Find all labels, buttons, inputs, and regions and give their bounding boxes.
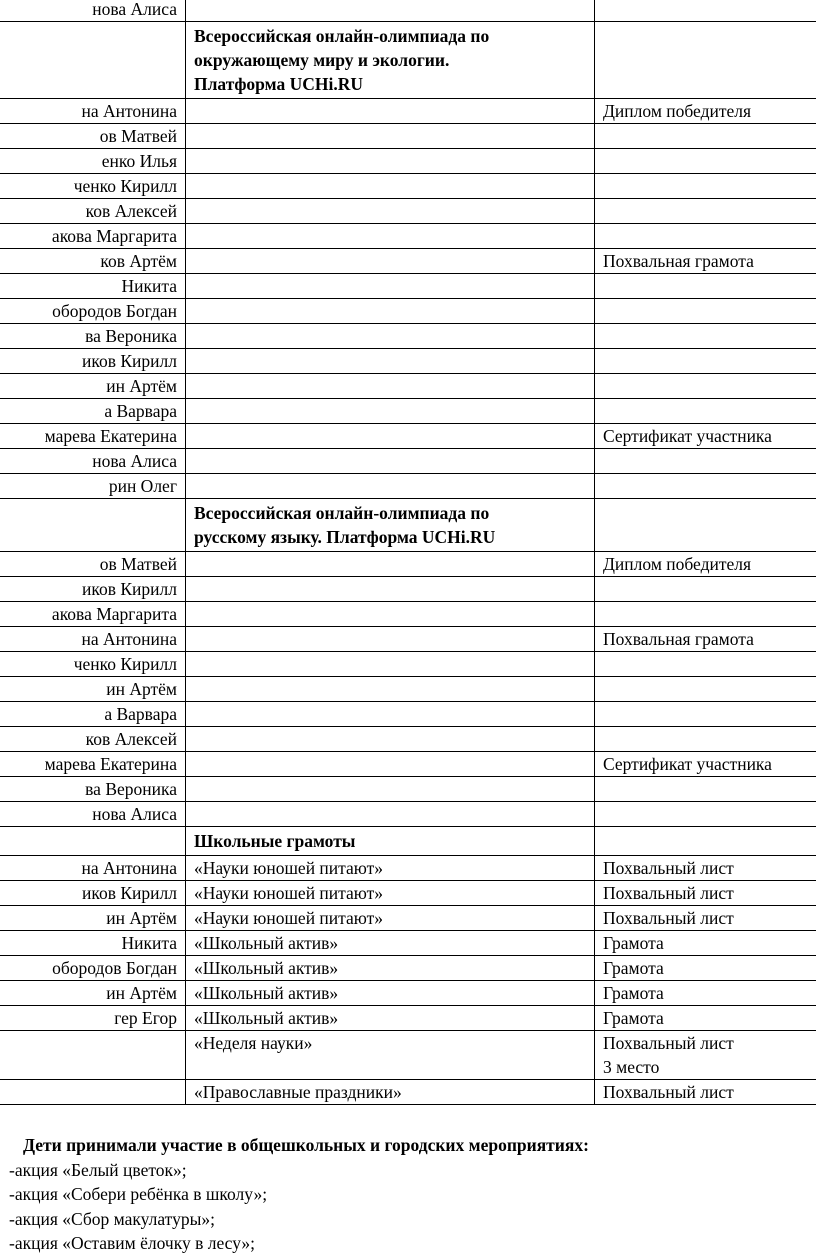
student-name-cell [0, 249, 186, 274]
student-name-cell [0, 499, 186, 552]
event-cell [186, 552, 595, 577]
student-name: акова Маргарита [51, 226, 177, 246]
table-row [0, 802, 816, 827]
table-row [0, 727, 816, 752]
student-name: на Антонина [81, 101, 177, 121]
student-name: ков Алексей [85, 729, 177, 749]
student-name: нова Алиса [92, 0, 177, 19]
student-name-cell [0, 349, 186, 374]
result-cell [595, 802, 816, 827]
event-cell: «Школьный актив» [186, 981, 595, 1006]
student-name-cell [0, 906, 186, 931]
table-row [0, 124, 816, 149]
table-row [0, 199, 816, 224]
event-cell [186, 652, 595, 677]
result-cell [595, 1031, 816, 1080]
result-cell: Похвальный лист [595, 1080, 816, 1105]
student-name: марева Екатерина [44, 426, 177, 446]
event-cell: «Науки юношей питают» [186, 881, 595, 906]
result-cell [595, 224, 816, 249]
event-cell: «Неделя науки» [186, 1031, 595, 1080]
section-title-line: русскому языку. Платформа UCHi.RU [194, 527, 496, 547]
event-cell: «Школьный актив» [186, 931, 595, 956]
result-cell: Сертификат участника [595, 424, 816, 449]
result-cell [595, 199, 816, 224]
student-name: иков Кирилл [82, 883, 177, 903]
table-row [0, 856, 816, 881]
table-row [0, 777, 816, 802]
section-row [0, 22, 816, 99]
table-row [0, 399, 816, 424]
student-name-cell [0, 677, 186, 702]
result-cell [595, 22, 816, 99]
event-cell: «Школьный актив» [186, 1006, 595, 1031]
student-name: ва Вероника [85, 326, 177, 346]
table-row [0, 1080, 816, 1105]
event-cell [186, 224, 595, 249]
table-row [0, 349, 816, 374]
student-name-cell [0, 956, 186, 981]
student-name: на Антонина [81, 858, 177, 878]
table-row [0, 906, 816, 931]
student-name-cell [0, 856, 186, 881]
table-row [0, 374, 816, 399]
result-cell: Похвальная грамота [595, 627, 816, 652]
table-row [0, 677, 816, 702]
student-name: ва Вероника [85, 779, 177, 799]
student-name-cell [0, 1080, 186, 1105]
student-name-cell [0, 881, 186, 906]
table-row [0, 224, 816, 249]
event-cell: «Школьный актив» [186, 956, 595, 981]
activities-section [9, 1133, 809, 1256]
student-name: нова Алиса [92, 804, 177, 824]
result-cell [595, 602, 816, 627]
event-cell [186, 727, 595, 752]
student-name: ченко Кирилл [73, 176, 177, 196]
result-cell [595, 174, 816, 199]
table-row [0, 449, 816, 474]
student-name-cell [0, 424, 186, 449]
result-cell [595, 299, 816, 324]
student-name: ченко Кирилл [73, 654, 177, 674]
table-row [0, 552, 816, 577]
student-name: ин Артём [106, 983, 177, 1003]
student-name-cell [0, 449, 186, 474]
student-name: ин Артём [106, 376, 177, 396]
event-cell: «Православные праздники» [186, 1080, 595, 1105]
section-title-line: Всероссийская онлайн-олимпиада по [194, 503, 490, 523]
result-cell [595, 827, 816, 856]
table-row [0, 1006, 816, 1031]
student-name-cell [0, 802, 186, 827]
result-cell [595, 499, 816, 552]
student-name-cell [0, 124, 186, 149]
student-name: енко Илья [101, 151, 177, 171]
result-cell: Похвальный лист [595, 856, 816, 881]
event-cell [186, 424, 595, 449]
table-row [0, 577, 816, 602]
activities-heading: Дети принимали участие в общешкольных и городских мероприятиях: [23, 1135, 589, 1155]
event-cell [186, 474, 595, 499]
student-name-cell [0, 827, 186, 856]
event-cell [186, 777, 595, 802]
result-cell [595, 124, 816, 149]
event-cell [186, 627, 595, 652]
event-cell [186, 149, 595, 174]
activity-item: -акция «Оставим ёлочку в лесу»; [9, 1233, 255, 1253]
result-cell [595, 702, 816, 727]
activity-item: -акция «Белый цветок»; [9, 1159, 187, 1180]
section-row [0, 827, 816, 856]
student-name-cell [0, 931, 186, 956]
result-cell: Грамота [595, 956, 816, 981]
student-name: ин Артём [106, 908, 177, 928]
student-name-cell [0, 474, 186, 499]
result-cell: Похвальный лист [595, 906, 816, 931]
event-cell [186, 449, 595, 474]
event-cell [186, 399, 595, 424]
event-cell [186, 249, 595, 274]
event-cell [186, 274, 595, 299]
table-row [0, 627, 816, 652]
table-row [0, 424, 816, 449]
student-name-cell [0, 99, 186, 124]
event-cell [186, 0, 595, 22]
student-name-cell [0, 577, 186, 602]
event-cell [186, 124, 595, 149]
event-cell [186, 602, 595, 627]
result-cell [595, 0, 816, 22]
table-row [0, 174, 816, 199]
table-row [0, 99, 816, 124]
student-name-cell [0, 602, 186, 627]
table-row [0, 149, 816, 174]
event-cell [186, 174, 595, 199]
student-name-cell [0, 702, 186, 727]
student-name: гер Егор [114, 1008, 177, 1028]
student-name: ин Артём [106, 679, 177, 699]
student-name: иков Кирилл [82, 579, 177, 599]
student-name: Никита [121, 933, 177, 953]
student-name-cell [0, 627, 186, 652]
student-name-cell [0, 224, 186, 249]
event-cell [186, 702, 595, 727]
student-name: обородов Богдан [52, 301, 177, 321]
table-row [0, 299, 816, 324]
section-title-cell [186, 827, 595, 856]
result-cell [595, 577, 816, 602]
result-cell: Диплом победителя [595, 99, 816, 124]
event-cell: «Науки юношей питают» [186, 906, 595, 931]
result-cell: Грамота [595, 981, 816, 1006]
result-cell [595, 324, 816, 349]
section-title-cell [186, 22, 595, 99]
student-name-cell [0, 149, 186, 174]
student-name-cell [0, 399, 186, 424]
event-cell [186, 324, 595, 349]
student-name: рин Олег [108, 476, 177, 496]
student-name-cell [0, 777, 186, 802]
student-name: марева Екатерина [44, 754, 177, 774]
student-name-cell [0, 324, 186, 349]
student-name-cell [0, 274, 186, 299]
table-row [0, 249, 816, 274]
student-name-cell [0, 174, 186, 199]
event-cell [186, 349, 595, 374]
student-name: акова Маргарита [51, 604, 177, 624]
result-cell [595, 652, 816, 677]
table-row [0, 956, 816, 981]
table-row [0, 652, 816, 677]
student-name-cell [0, 0, 186, 22]
student-name: а Варвара [104, 401, 177, 421]
result-cell: Похвальный лист [595, 881, 816, 906]
event-cell [186, 299, 595, 324]
student-name-cell [0, 1031, 186, 1080]
section-title-cell [186, 499, 595, 552]
event-cell [186, 374, 595, 399]
table-row [0, 1031, 816, 1080]
student-name: ков Алексей [85, 201, 177, 221]
student-name-cell [0, 652, 186, 677]
student-name: на Антонина [81, 629, 177, 649]
student-name: Никита [121, 276, 177, 296]
table-row [0, 0, 816, 22]
result-cell: Похвальная грамота [595, 249, 816, 274]
section-title-line: Школьные грамоты [194, 831, 356, 851]
activity-item: -акция «Собери ребёнка в школу»; [9, 1184, 268, 1204]
table-row [0, 274, 816, 299]
student-name: а Варвара [104, 704, 177, 724]
result-cell [595, 374, 816, 399]
student-name-cell [0, 552, 186, 577]
result-cell: Диплом победителя [595, 552, 816, 577]
table-row [0, 474, 816, 499]
student-name-cell [0, 299, 186, 324]
result-cell: Грамота [595, 1006, 816, 1031]
result-cell [595, 274, 816, 299]
table-row [0, 931, 816, 956]
activities-list [9, 1158, 809, 1256]
table-row [0, 702, 816, 727]
result-cell [595, 727, 816, 752]
event-cell [186, 199, 595, 224]
activity-item: -акция «Сбор макулатуры»; [9, 1208, 215, 1229]
student-name: обородов Богдан [52, 958, 177, 978]
student-name-cell [0, 22, 186, 99]
event-cell [186, 99, 595, 124]
student-name-cell [0, 1006, 186, 1031]
student-name: ов Матвей [99, 126, 177, 146]
student-name: иков Кирилл [82, 351, 177, 371]
section-title-line: Платформа UCHi.RU [194, 74, 363, 94]
event-cell [186, 802, 595, 827]
section-title-line: окружающему миру и экологии. [194, 50, 450, 70]
result-cell [595, 399, 816, 424]
section-title-line: Всероссийская онлайн-олимпиада по [194, 26, 490, 46]
section-row [0, 499, 816, 552]
table-row [0, 602, 816, 627]
table-row [0, 752, 816, 777]
student-name-cell [0, 727, 186, 752]
result-line: 3 место [603, 1057, 660, 1077]
event-cell [186, 752, 595, 777]
event-cell: «Науки юношей питают» [186, 856, 595, 881]
result-line: Похвальный лист [603, 1033, 734, 1053]
result-cell [595, 449, 816, 474]
student-name: ов Матвей [99, 554, 177, 574]
event-cell [186, 677, 595, 702]
result-cell: Сертификат участника [595, 752, 816, 777]
student-name-cell [0, 199, 186, 224]
student-name-cell [0, 752, 186, 777]
table-row [0, 324, 816, 349]
result-cell [595, 149, 816, 174]
student-name-cell [0, 374, 186, 399]
result-cell: Грамота [595, 931, 816, 956]
result-cell [595, 349, 816, 374]
table-row [0, 881, 816, 906]
result-cell [595, 677, 816, 702]
result-cell [595, 474, 816, 499]
student-name: нова Алиса [92, 451, 177, 471]
table-row [0, 981, 816, 1006]
event-cell [186, 577, 595, 602]
student-name: ков Артём [100, 251, 177, 271]
result-cell [595, 777, 816, 802]
student-name-cell [0, 981, 186, 1006]
